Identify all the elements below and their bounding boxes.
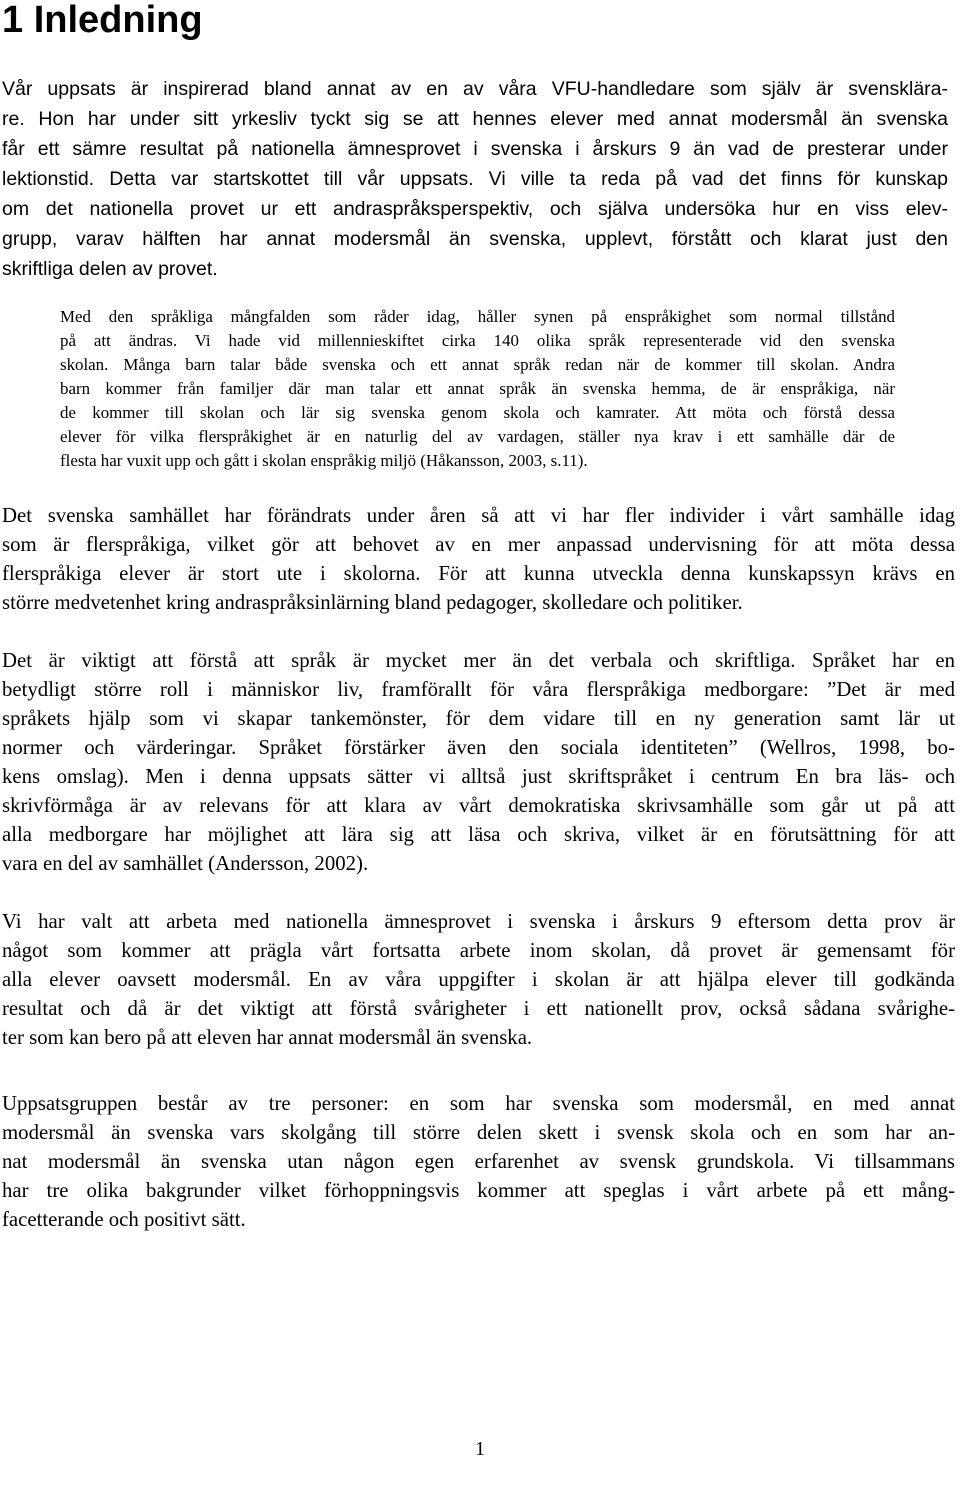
- paragraph-line: Vi har valt att arbeta med nationella ämnesprovet i svenska i årskurs 9 eftersom detta prov är: [2, 910, 955, 933]
- body-paragraph: [2, 907, 955, 1052]
- page-number: 1: [475, 1438, 485, 1460]
- paragraph-line: alla medborgare har möjlighet att lära sig att läsa och skriva, vilket är en förutsättning för att: [2, 823, 955, 846]
- paragraph-line: Vår uppsats är inspirerad bland annat av en av våra VFU-handledare som själv är svensklära-: [2, 78, 948, 100]
- paragraph-line: Det svenska samhället har förändrats under åren så att vi har fler individer i vårt samhälle idag: [2, 504, 955, 527]
- paragraph-line: normer och värderingar. Språket förstärker även den sociala identiteten” (Wellros, 1998, bo-: [2, 736, 955, 759]
- paragraph-line: större medvetenhet kring andraspråksinlärning bland pedagoger, skolledare och politiker.: [2, 591, 743, 614]
- body-paragraph: [2, 646, 955, 878]
- paragraph-line: betydligt större roll i människor liv, framförallt för våra flerspråkiga medborgare: ”Det är med: [2, 678, 955, 701]
- paragraph-line: får ett sämre resultat på nationella ämnesprovet i svenska i årskurs 9 än vad de presterar under: [2, 138, 948, 160]
- paragraph-line: resultat och då är det viktigt att förstå svårigheter i ett nationellt prov, också sådana svårighe-: [2, 997, 955, 1020]
- quote-line: elever för vilka flerspråkighet är en naturlig del av vardagen, ställer nya krav i ett samhälle där de: [60, 427, 895, 446]
- paragraph-line: skriftliga delen av provet.: [2, 258, 218, 280]
- paragraph-line: ter som kan bero på att eleven har annat modersmål än svenska.: [2, 1026, 533, 1049]
- paragraph-line: om det nationella provet ur ett andraspråksperspektiv, och själva undersöka hur en viss elev-: [2, 198, 948, 220]
- paragraph-line: alla elever oavsett modersmål. En av våra uppgifter i skolan är att hjälpa elever till godkända: [2, 968, 955, 991]
- paragraph-line: flerspråkiga elever är stort ute i skolorna. För att kunna utveckla denna kunskapssyn krävs en: [2, 562, 955, 585]
- paragraph-line: något som kommer att prägla vårt fortsatta arbete inom skolan, då provet är gemensamt för: [2, 939, 955, 962]
- paragraph-line: modersmål än svenska vars skolgång till större delen skett i svensk skola och en som har an-: [2, 1121, 955, 1144]
- paragraph-line: facetterande och positivt sätt.: [2, 1208, 246, 1231]
- quote-line: Med den språkliga mångfalden som råder idag, håller synen på enspråkighet som normal tillstånd: [60, 307, 895, 326]
- paragraph-line: som är flerspråkiga, vilket gör att behovet av en mer anpassad undervisning för att möta dessa: [2, 533, 955, 556]
- paragraph-line: grupp, varav hälften har annat modersmål än svenska, upplevt, förstått och klarat just den: [2, 228, 948, 250]
- intro-paragraph: [2, 74, 948, 284]
- paragraph-line: språkets hjälp som vi skapar tankemönster, för dem vidare till en ny generation samt lär ut: [2, 707, 955, 730]
- paragraph-line: skrivförmåga är av relevans för att klara av vårt demokratiska skrivsamhälle som går ut på att: [2, 794, 955, 817]
- paragraph-line: vara en del av samhället (Andersson, 2002).: [2, 852, 369, 875]
- quote-line: barn kommer från familjer där man talar ett annat språk än svenska hemma, de är enspråkiga, när: [60, 379, 895, 398]
- block-quote: [60, 305, 895, 473]
- paragraph-line: Uppsatsgruppen består av tre personer: en som har svenska som modersmål, en med annat: [2, 1092, 955, 1115]
- section-heading: 1 Inledning: [2, 0, 203, 41]
- quote-line: de kommer till skolan och lär sig svenska genom skola och kamrater. Att möta och förstå dessa: [60, 403, 895, 422]
- paragraph-line: Det är viktigt att förstå att språk är mycket mer än det verbala och skriftliga. Språket har en: [2, 649, 955, 672]
- paragraph-line: kens omslag). Men i denna uppsats sätter vi alltså just skriftspråket i centrum En bra läs- och: [2, 765, 955, 788]
- quote-line: flesta har vuxit upp och gått i skolan enspråkig miljö (Håkansson, 2003, s.11).: [60, 451, 588, 470]
- body-paragraph: [2, 1089, 955, 1234]
- body-paragraph: [2, 501, 955, 617]
- paragraph-line: nat modersmål än svenska utan någon egen erfarenhet av svensk grundskola. Vi tillsammans: [2, 1150, 955, 1173]
- paragraph-line: har tre olika bakgrunder vilket förhoppningsvis kommer att speglas i vårt arbete på ett mång-: [2, 1179, 955, 1202]
- quote-line: på att ändras. Vi hade vid millennieskiftet cirka 140 olika språk representerade vid den svenska: [60, 331, 895, 350]
- paragraph-line: re. Hon har under sitt yrkesliv tyckt sig se att hennes elever med annat modersmål än svenska: [2, 108, 948, 130]
- quote-line: skolan. Många barn talar både svenska och ett annat språk redan när de kommer till skolan. Andra: [60, 355, 895, 374]
- paragraph-line: lektionstid. Detta var startskottet till vår uppsats. Vi ville ta reda på vad det finns för kunskap: [2, 168, 948, 190]
